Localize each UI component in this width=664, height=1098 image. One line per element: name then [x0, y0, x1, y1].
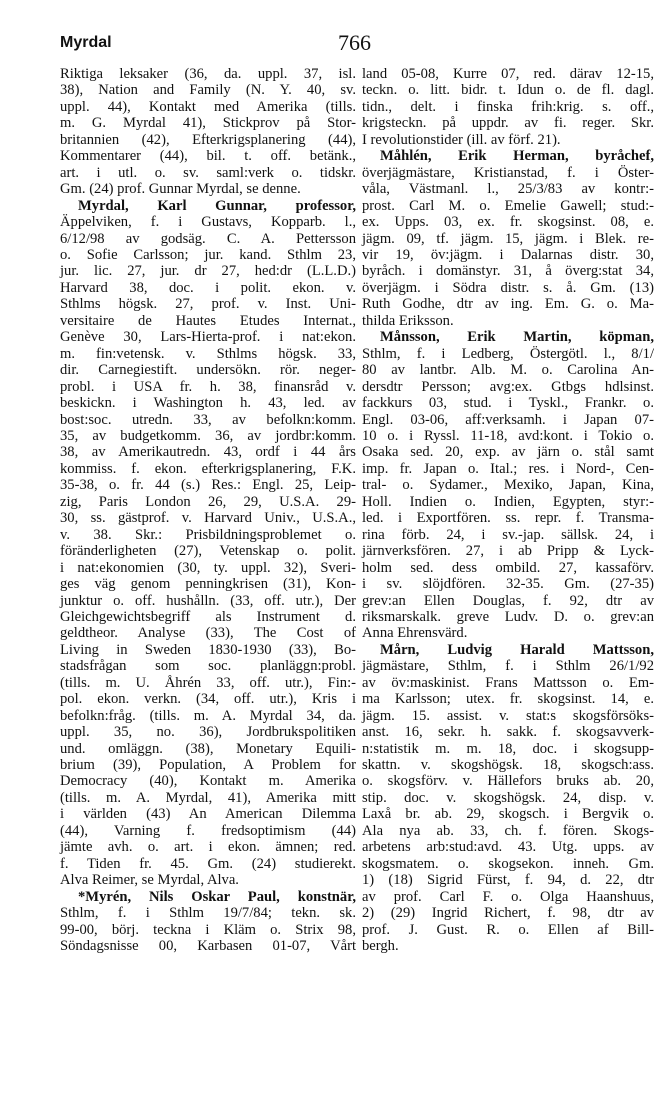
text-line: 6/12/98 av godsäg. C. A. Pettersson	[60, 230, 356, 247]
text-line: Democracy (40), Kontakt m. Amerika	[60, 773, 356, 790]
text-line: Gm. (24) prof. Gunnar Myrdal, se denne.	[60, 181, 301, 198]
text-line: und. omläggn. (38), Monetary Equili-	[60, 740, 356, 757]
text-line: Söndagsnisse 00, Karbasen 01-07, Vårt	[60, 938, 356, 955]
text-line: junktur o. off. hushålln. (33, off. utr.), Der	[60, 592, 356, 609]
text-line: prof. J. Gust. R. o. Ellen af Bill-	[362, 921, 654, 938]
text-line: holm sed. dess ombild. 27, kassaförv.	[362, 559, 654, 576]
text-line: befolkn:fråg. (tills. m. A. Myrdal 34, da.	[60, 707, 356, 724]
text-line: rina förb. 24, i sv.-jap. sällsk. 24, i	[362, 526, 654, 543]
page-header	[60, 30, 660, 60]
entry-heading-myrdal-gunnar: Myrdal, Karl Gunnar, professor,	[78, 197, 356, 214]
text-line: m. G. Myrdal 41), Stickprov på Stor-	[60, 115, 356, 132]
text-line: grev:an Ellen Douglas, f. 92, dtr av	[362, 592, 654, 609]
text-line: stadsfrågan som soc. planläggn:probl.	[60, 658, 356, 675]
text-line: uppl. 35, no. 36), Jordbrukspolitiken	[60, 724, 356, 741]
text-line: ma Karlsson; utex. fr. skogsinst. 14, e.	[362, 691, 654, 708]
text-line: 10 o. i Ryssl. 11-18, avd:kont. i Tokio o.	[362, 427, 654, 444]
text-line: krigsteckn. på uppdr. av fi. reger. Skr.	[362, 115, 654, 132]
text-line: ex. Upps. 03, ex. fr. skogsinst. 08, e.	[362, 214, 654, 231]
text-line: jägm. 15. assist. v. stat:s skogsförsöks-	[362, 707, 654, 724]
text-line: o. Sofie Carlsson; jur. kand. Sthlm 23,	[60, 246, 356, 263]
text-line: Ala nya ab. 33, ch. f. fören. Skogs-	[362, 822, 654, 839]
text-line: dir. Carnegiestift. undersökn. rör. neger-	[60, 362, 356, 379]
text-line: (tills. m. A. Myrdal, 41), Amerika mitt	[60, 789, 356, 806]
entry-heading-mansson: Månsson, Erik Martin, köpman,	[380, 329, 654, 346]
text-line: Laxå br. ab. 29, skogsch. i Bergvik o.	[362, 806, 654, 823]
text-line: våla, Västmanl. l., 25/3/83 av kontr:-	[362, 181, 654, 198]
text-line: art. i utl. o. sv. saml:verk o. tidskr.	[60, 164, 356, 181]
text-line: skogsmatem. o. skogsekon. inneh. Gm.	[362, 855, 654, 872]
text-line: Sthlms högsk. 27, prof. v. Inst. Uni-	[60, 296, 356, 313]
text-line: Anna Ehrensvärd.	[362, 625, 468, 642]
text-line: Sthlm, f. i Sthlm 19/7/84; tekn. sk.	[60, 905, 356, 922]
text-line: o. skogsförv. v. Hällefors bruks ab. 20,	[362, 773, 654, 790]
text-line: uppl. 44), Kontakt med Amerika (tills.	[60, 98, 356, 115]
entry-heading-marn: Mårn, Ludvig Harald Mattsson,	[380, 641, 654, 658]
text-line: 1) (18) Sigrid Fürst, f. 94, d. 22, dtr	[362, 872, 654, 889]
text-line: Harvard 38, doc. i polit. ekon. v.	[60, 279, 356, 296]
text-line: v. 38. Skr.: Prisbildningsproblemet o.	[60, 526, 356, 543]
left-column	[60, 66, 356, 954]
text-line: föränderligheten (27), Vetenskap o. polit.	[60, 543, 356, 560]
text-line: land 05-08, Kurre 07, red. därav 12-15,	[362, 66, 654, 82]
text-line: prost. Carl M. o. Emelie Gawell; stud:-	[362, 197, 654, 214]
text-line: ges väg genom penningkrisen (31), Kon-	[60, 576, 356, 593]
text-line: 30, ss. gästprof. v. Harvard Univ., U.S.A.,	[60, 510, 356, 527]
text-line: imp. fr. Japan o. Ital.; res. i Nord-, Cen-	[362, 460, 654, 477]
text-line: Gleichgewichtsbegriff als Instrument d.	[60, 608, 356, 625]
text-line: bergh.	[362, 938, 399, 955]
text-line: beskickn. i Washington h. 43, led. av	[60, 395, 356, 412]
text-line: tral- o. Sydamer., Mexiko, Japan, Kina,	[362, 477, 654, 494]
text-line: tidn., delt. i finska frih:krig. s. off.,	[362, 98, 654, 115]
text-line: versitaire de Hautes Etudes Internat.,	[60, 312, 356, 329]
text-line: led. i Exportfören. ss. repr. f. Transma-	[362, 510, 654, 527]
text-line: 99-00, börj. teckna i Kläm o. Strix 98,	[60, 921, 356, 938]
text-line: 35-38, o. fr. 44 (s.) Res.: Engl. 25, Leip-	[60, 477, 356, 494]
text-line: zig, Paris London 26, 29, U.S.A. 29-	[60, 493, 356, 510]
text-line: i världen (43) An American Dilemma	[60, 806, 356, 823]
text-line: kommiss. f. ekon. efterkrigsplanering, F.K.	[60, 460, 356, 477]
text-line: överjägm. i Södra distr. s. å. Gm. (13)	[362, 279, 654, 296]
text-line: byråch. i domänstyr. 31, å överg:stat 34,	[362, 263, 654, 280]
text-line: (tills. m. U. Åhrén 33, off. utr.), Fin:-	[60, 674, 356, 691]
entry-heading-mahlen: Måhlén, Erik Herman, byråchef,	[380, 148, 654, 165]
text-line: teckn. o. litt. bidr. t. Idun o. de fl. dagl.	[362, 82, 654, 99]
text-line: av öv:maskinist. Frans Mattsson o. Em-	[362, 674, 654, 691]
text-line: Kommentarer (44), bil. t. off. betänk.,	[60, 148, 356, 165]
text-line: 38), Nation and Family (N. Y. 40, sv.	[60, 82, 356, 99]
text-line: jägmästare, Sthlm, f. i Sthlm 26/1/92	[362, 658, 654, 675]
text-line: 2) (29) Ingrid Richert, f. 98, dtr av	[362, 905, 654, 922]
text-line: brium (39), Population, A Problem for	[60, 757, 356, 774]
text-line: fackkurs 03, stud. i Tyskl., Frankr. o.	[362, 395, 654, 412]
text-line: järnverksfören. 27, i ab Pripp & Lyck-	[362, 543, 654, 560]
text-line: riksmarskalk. greve Ludv. D. o. grev:an	[362, 608, 654, 625]
text-line: arbetens arb:stud:avd. 43. Utg. upps. av	[362, 839, 654, 856]
text-line: jämte avh. o. art. i ekon. ämnen; red.	[60, 839, 356, 856]
text-line: n:statistik m. m. 18, doc. i skogsupp-	[362, 740, 654, 757]
text-line: Äppelviken, f. i Gustavs, Kopparb. l.,	[60, 214, 356, 231]
text-line: stip. doc. v. skogshögsk. 24, disp. v.	[362, 789, 654, 806]
text-line: anst. 16, sekr. h. sakk. f. skogsavverk-	[362, 724, 654, 741]
text-line: i sv. slöjdfören. 32-35. Gm. (27-35)	[362, 576, 654, 593]
text-line: Engl. 03-06, aff:verksamh. i Japan 07-	[362, 411, 654, 428]
text-line: Ruth Godhe, dtr av ing. Em. G. o. Ma-	[362, 296, 654, 313]
text-line: 38, av Amerikautredn. 43, ordf i 44 års	[60, 444, 356, 461]
text-line: i nat:ekonomien (30, ty. uppl. 32), Sveri-	[60, 559, 356, 576]
text-line: Sthlm, f. i Ledberg, Östergötl. l., 8/1/	[362, 345, 654, 362]
text-line: m. fin:vetensk. v. Sthlms högsk. 33,	[60, 345, 356, 362]
text-line: thilda Eriksson.	[362, 312, 454, 329]
text-line: probl. i USA fr. h. 38, finansråd v.	[60, 378, 356, 395]
text-line: britannien (42), Efterkrigsplanering (44),	[60, 131, 356, 148]
text-line: av prof. Carl F. o. Olga Haanshuus,	[362, 888, 654, 905]
text-line: I revolutionstider (ill. av förf. 21).	[362, 131, 561, 148]
text-line: jur. lic. 27, jur. dr 27, hed:dr (L.L.D.)	[60, 263, 356, 280]
text-line: skattn. v. skogshögsk. 18, skogsch:ass.	[362, 757, 654, 774]
text-line: Osaka sed. 20, exp. av järn o. stål samt	[362, 444, 654, 461]
text-line: Holl. Indien o. Indien, Egypten, styr:-	[362, 493, 654, 510]
text-line: geldtheor. Analyse (33), The Cost of	[60, 625, 356, 642]
text-line: 35, av budgetkomm. 36, av jordbr:komm.	[60, 427, 356, 444]
text-line: vir 19, öv:jägm. i Dalarnas distr. 30,	[362, 246, 654, 263]
text-line: överjägmästare, Kristianstad, f. i Öster-	[362, 164, 654, 181]
text-line: (44), Varning f. fredsoptimism (44)	[60, 822, 356, 839]
entry-heading-myren: *Myrén, Nils Oskar Paul, konstnär,	[78, 888, 356, 905]
text-line: Alva Reimer, se Myrdal, Alva.	[60, 872, 239, 889]
page-number: 766	[338, 30, 371, 55]
right-column	[362, 66, 654, 954]
text-line: Living in Sweden 1830-1930 (33), Bo-	[60, 641, 356, 658]
text-line: Genève 30, Lars-Hierta-prof. i nat:ekon.	[60, 329, 356, 346]
text-line: bost:soc. utredn. 33, av befolkn:komm.	[60, 411, 356, 428]
text-line: f. Tiden fr. 45. Gm. (24) studierekt.	[60, 855, 356, 872]
text-line: Riktiga leksaker (36, da. uppl. 37, isl.	[60, 66, 356, 82]
text-line: 80 av lantbr. Alb. M. o. Carolina An-	[362, 362, 654, 379]
text-line: pol. ekon. verkn. (34, off. utr.), Kris i	[60, 691, 356, 708]
running-head: Myrdal	[60, 34, 112, 51]
text-line: dersdtr Persson; avg:ex. Gtbgs hdlsinst.	[362, 378, 654, 395]
text-line: jägm. 09, tf. jägm. 15, jägm. i Blek. re-	[362, 230, 654, 247]
